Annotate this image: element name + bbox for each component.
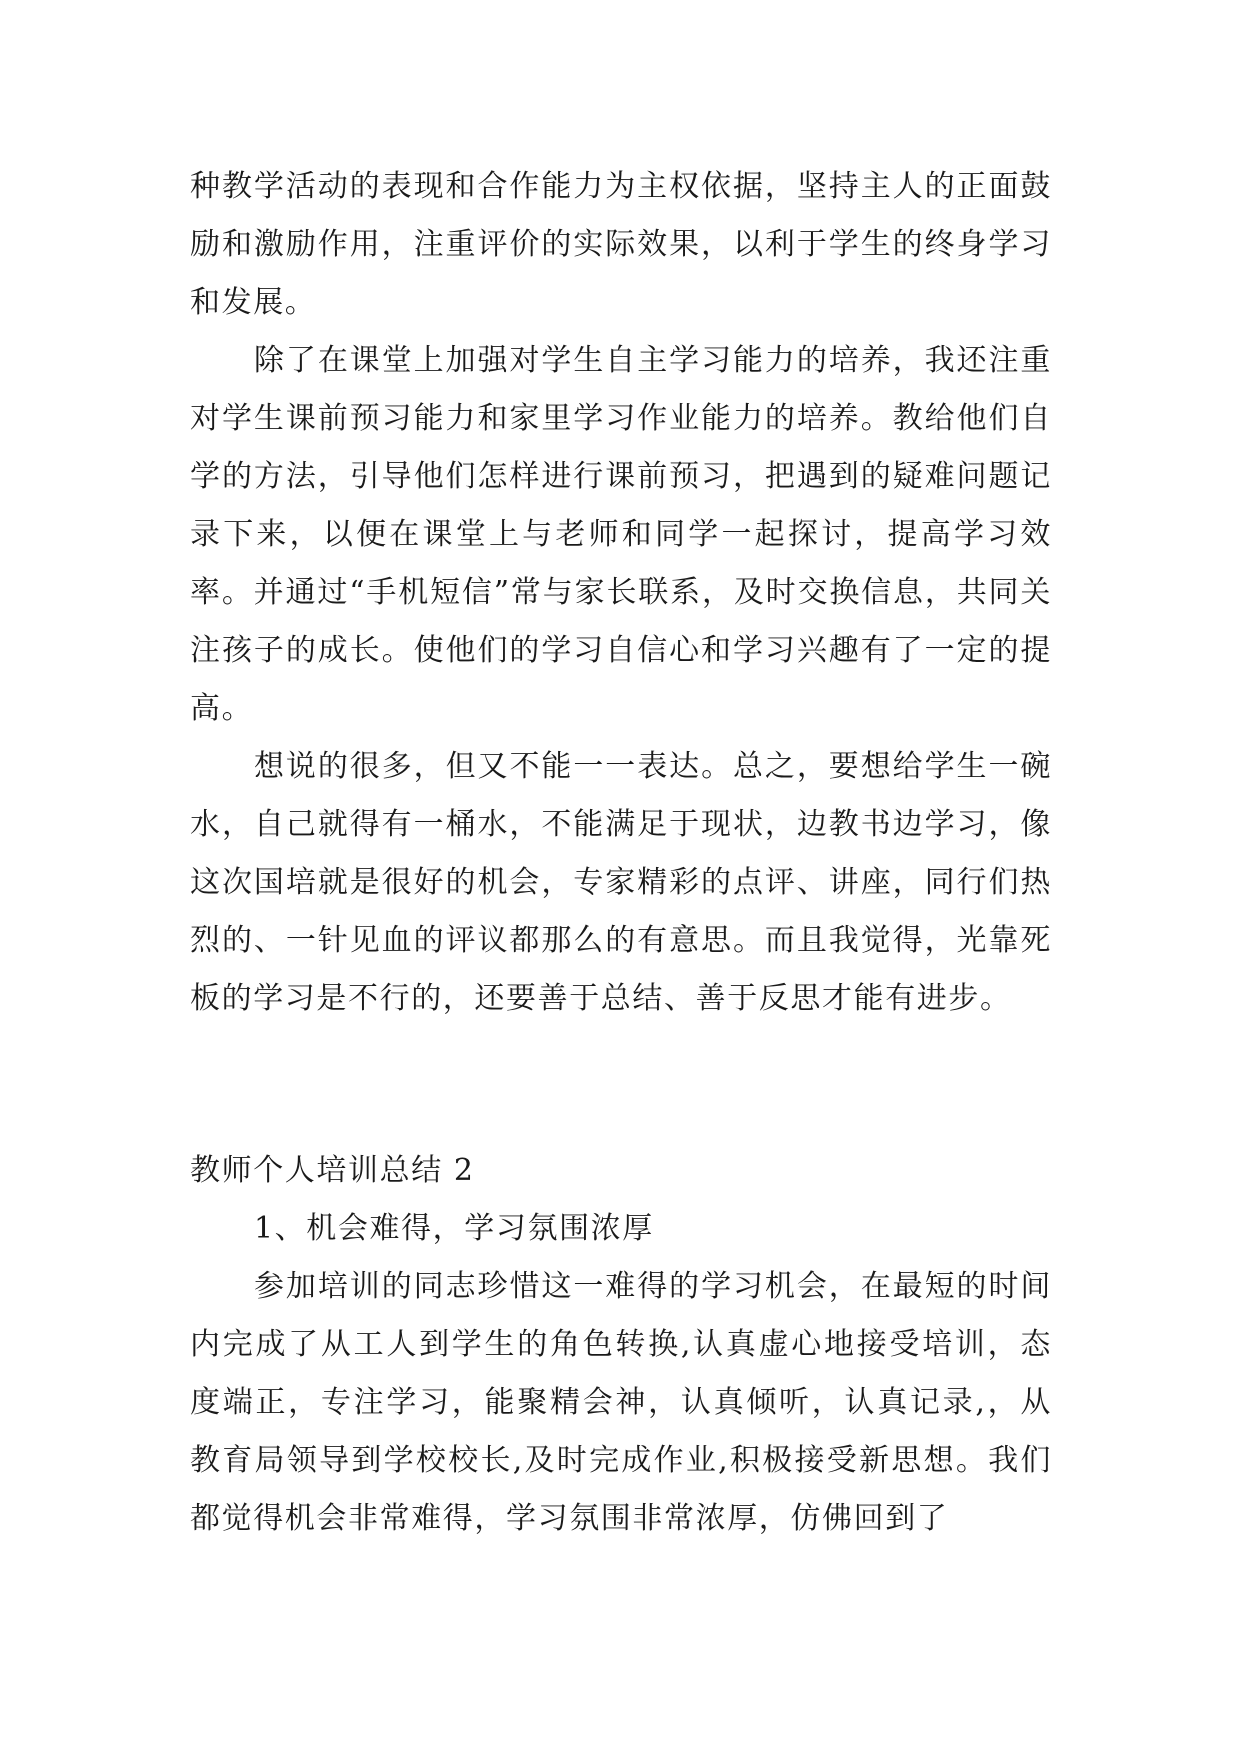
paragraph: 种教学活动的表现和合作能力为主权依据，坚持主人的正面鼓励和激励作用，注重评价的实际效果，以利于学生的终身学习和发展。 [190,169,1052,320]
paragraph: 想说的很多，但又不能一一表达。总之，要想给学生一碗水，自己就得有一桶水，不能满足于现状，边教书边学习，像这次国培就是很好的机会，专家精彩的点评、讲座，同行们热烈的、一针见血的评议都那么的有意思。而且我觉得，光靠死板的学习是不行的，还要善于总结、善于反思才能有进步。 [190,749,1052,1016]
subsection-title: 1、机会难得，学习氛围浓厚 [254,1211,654,1246]
paragraph: 除了在课堂上加强对学生自主学习能力的培养，我还注重对学生课前预习能力和家里学习作业能力的培养。教给他们自学的方法，引导他们怎样进行课前预习，把遇到的疑难问题记录下来，以便在课堂上与老师和同学一起探讨，提高学习效率。并通过“手机短信”常与家长联系，及时交换信息，共同关注孩子的成长。使他们的学习自信心和学习兴趣有了一定的提高。 [190,343,1052,726]
section-title: 教师个人培训总结 2 [190,1153,475,1188]
paragraph: 参加培训的同志珍惜这一难得的学习机会，在最短的时间内完成了从工人到学生的角色转换,认真虚心地接受培训，态度端正，专注学习，能聚精会神，认真倾听，认真记录,，从教育局领导到学校校长,及时完成作业,积极接受新思想。我们都觉得机会非常难得，学习氛围非常浓厚，仿佛回到了 [190,1269,1052,1536]
body-text-bottom [190,1142,1052,1548]
body-text-top [190,158,1052,1028]
